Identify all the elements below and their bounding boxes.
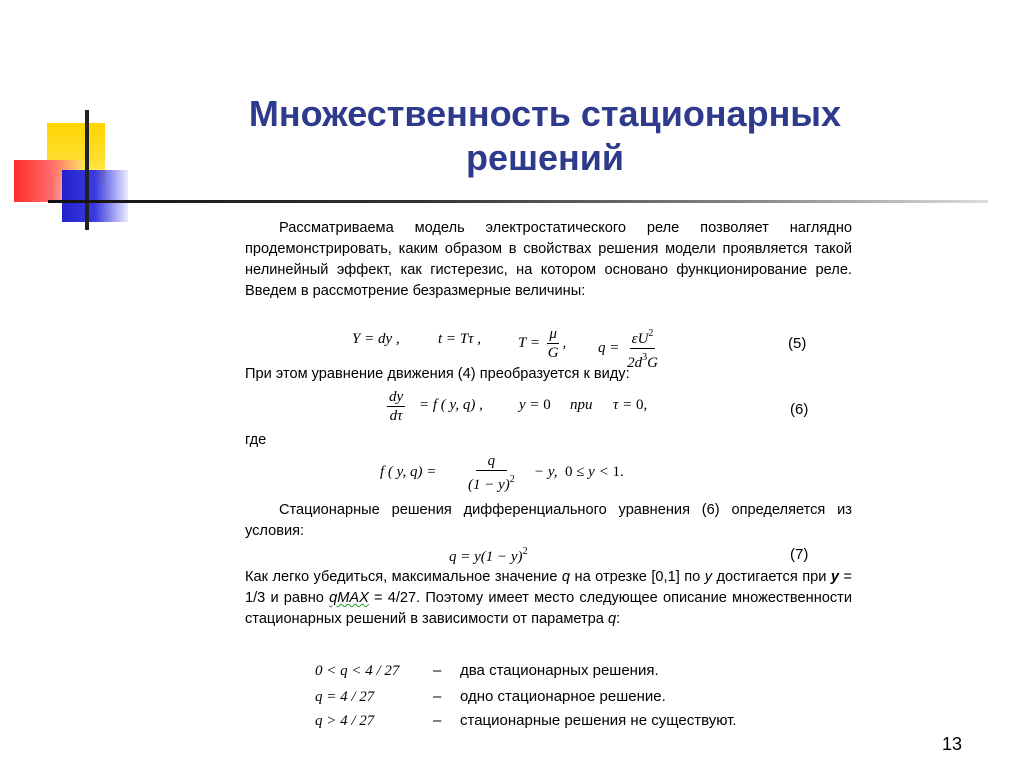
vertical-line [85,110,89,230]
title-line-2: решений [465,137,625,178]
equation-5: Y = dy , t = Tτ , T = $\frac{\mu}{G}$ , q = $\frac{\varepsilon U^2}{2d^3G}$ [352,326,658,371]
case-row: q > 4 / 27 – стационарные решения не существуют. [315,712,737,729]
blue-square [62,170,128,222]
stationary-paragraph: Стационарные решения дифференциального уравнения (6) определяется из условия: [245,502,852,539]
case-row: 0 < q < 4 / 27 – два стационарных решения. [315,662,659,679]
equation-7: $q = y(1 - y)^2$ [449,546,528,565]
max-paragraph: Как легко убедиться, максимальное значение q на отрезке [0,1] по y достигается при y = 1/3 и равно qMAX = 4/27. Поэтому имеет место следующее описание множественности стационарных решений в зависимости от параметра q: [245,569,852,627]
equation-6-label: (6) [790,401,809,418]
title-divider [48,200,988,203]
decorative-logo [0,100,190,235]
intro-paragraph: Рассматриваема модель электростатического реле позволяет наглядно продемонстрировать, каким образом в свойствах решения модели проявляется такой нелинейный эффект, как гистерезис, на котором основано функционирование реле. Введем в рассмотрение безразмерные величины: [245,220,852,299]
motion-paragraph: При этом уравнение движения (4) преобразуется к виду: [245,366,630,382]
where-label: где [245,432,267,448]
equation-f-definition: f ( y, q) = $\frac{q}{(1 - y)^2}$ − y, 0 ≤ y < 1. [380,453,624,493]
equation-5-label: (5) [788,335,807,352]
slide-title [190,92,900,180]
equation-6: $\frac{dy}{d\tau}$ = f ( y, q) , y = 0 npu τ = 0, [389,389,648,424]
page-number: 13 [941,734,962,754]
title-line-1: Множественность стационарных [248,93,842,134]
equation-7-label: (7) [790,546,809,563]
case-row: q = 4 / 27 – одно стационарное решение. [315,688,666,705]
